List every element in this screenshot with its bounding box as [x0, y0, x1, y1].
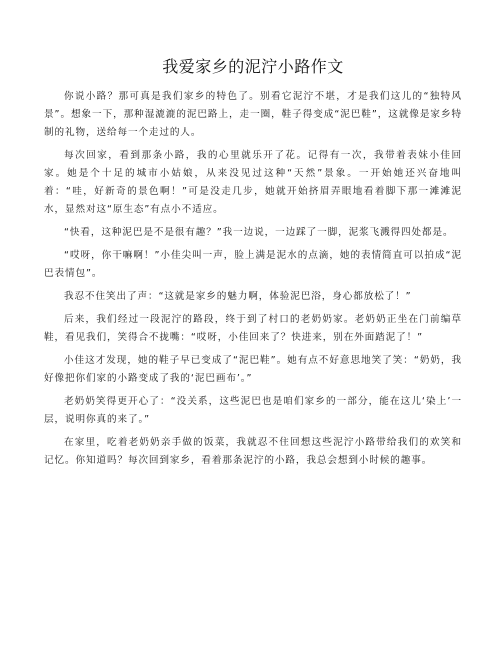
paragraph-1: 你说小路？那可真是我们家乡的特色了。别看它泥泞不堪，才是我们这儿的“独特风景”。想象一下，那种湿漉漉的泥巴路上，走一圈，鞋子得变成“泥巴鞋”，这就像是家乡特制的礼物，送给每一个走过的人。 — [44, 91, 462, 138]
paragraph-3: “快看，这种泥巴是不是很有趣？”我一边说，一边踩了一脚，泥浆飞溅得四处都是。 — [64, 227, 454, 238]
paragraph-8: 老奶奶笑得更开心了：“没关系，这些泥巴也是咱们家乡的一部分，能在这儿‘染上’一层，说明你真的来了。” — [44, 396, 462, 425]
paragraph-6: 后来，我们经过一段泥泞的路段，终于到了村口的老奶奶家。老奶奶正坐在门前编草鞋，看见我们，笑得合不拢嘴：“哎呀，小佳回来了？快进来，别在外面踏泥了！” — [44, 314, 462, 343]
paragraph-4: “哎呀，你干嘛啊！”小佳尖叫一声，脸上满是泥水的点滴，她的表情简直可以拍成“泥巴表情包”。 — [44, 250, 462, 279]
paragraph-5: 我忍不住笑出了声：“这就是家乡的魅力啊，体验泥巴浴，身心都放松了！” — [64, 291, 412, 302]
paragraph-2: 每次回家，看到那条小路，我的心里就乐开了花。记得有一次，我带着表妹小佳回家。她是个十足的城市小姑娘，从来没见过这种“天然”景象。一开始她还兴奋地叫着：“哇，好新奇的景色啊！”可是没走几步，她就开始挤眉弄眼地看着脚下那一滩滩泥水，显然对这“原生态”有点小不适应。 — [44, 150, 462, 215]
paragraph-9: 在家里，吃着老奶奶亲手做的饭菜，我就忍不住回想这些泥泞小路带给我们的欢笑和记忆。你知道吗？每次回到家乡，看着那条泥泞的小路，我总会想到小时候的趣事。 — [44, 437, 462, 466]
paragraph-7: 小佳这才发现，她的鞋子早已变成了“泥巴鞋”。她有点不好意思地笑了笑：“奶奶，我好像把你们家的小路变成了我的‘泥巴画布’。” — [44, 355, 462, 384]
document-title: 我爱家乡的泥泞小路作文 — [162, 57, 344, 76]
